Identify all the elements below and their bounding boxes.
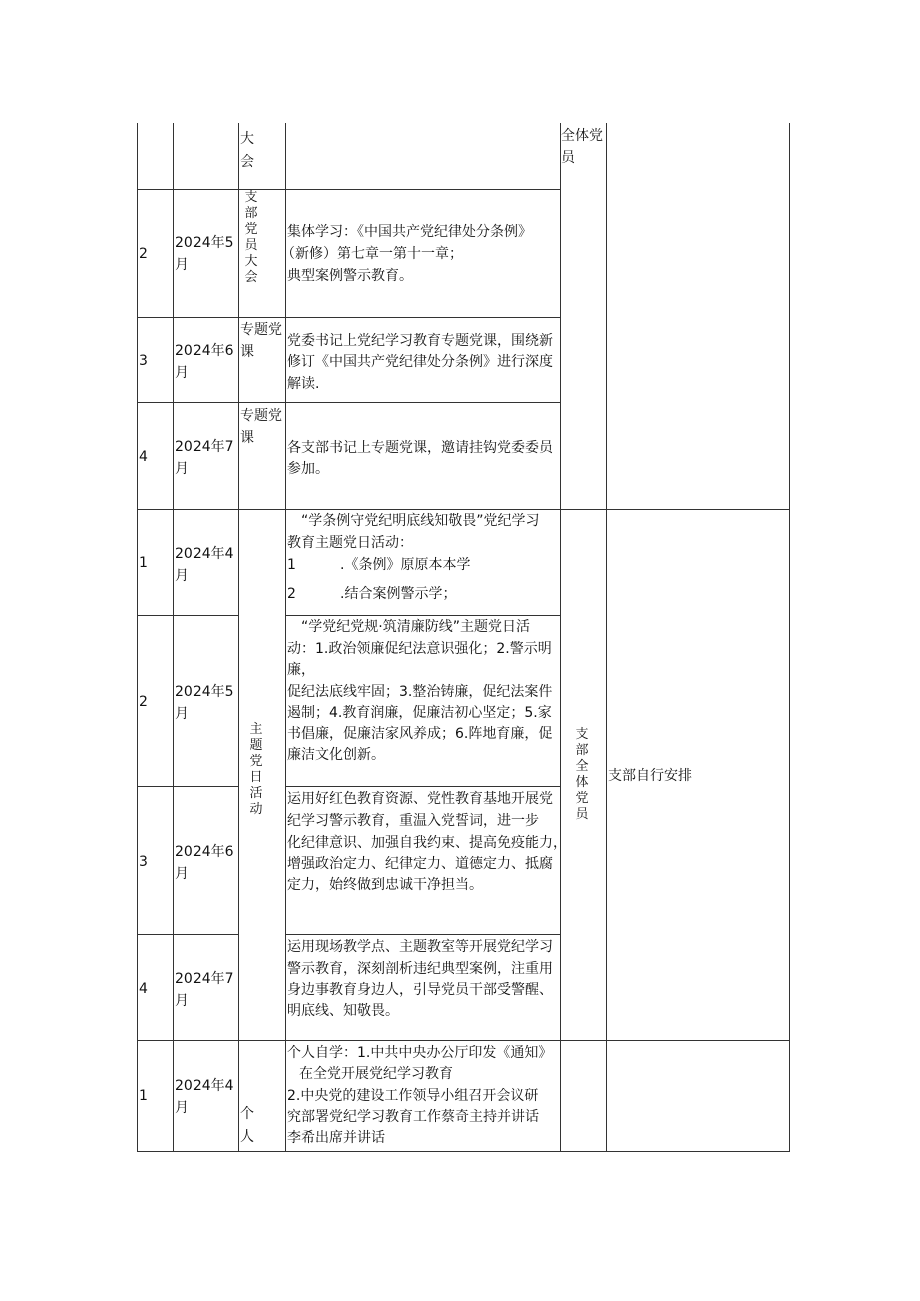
- row-index: 1: [139, 555, 148, 571]
- content-line: （新修）第七章一第十一章；: [281, 246, 463, 262]
- content-line: “学条例守党纪明底线知敬畏”党纪学习: [301, 513, 540, 529]
- row-index: 2: [139, 246, 148, 262]
- content-line: 身边事教育身边人，引导党员干部受警醒、: [287, 982, 553, 998]
- participants-branch-vertical: 支 部 全 体 党 员: [575, 727, 589, 822]
- content-line: 化纪律意识、加强自我约束、提高免疫能力，: [287, 835, 567, 851]
- content-line: .结合案例警示学；: [340, 586, 457, 602]
- content-line: 明底线、知敬畏。: [287, 1003, 399, 1019]
- activity-type-line: 专题党: [240, 322, 282, 338]
- row-date: 2024年6月: [175, 844, 234, 882]
- row-date: 2024年4月: [175, 546, 234, 584]
- column-divider-content: [285, 123, 286, 1152]
- content-line: “学党纪党规·筑清廉防线”主题党日活: [301, 619, 530, 635]
- table-border-right: [789, 123, 790, 1152]
- table-border-bottom: [137, 1151, 789, 1152]
- column-divider-organizer: [606, 123, 607, 1152]
- content-line: 运用好红色教育资源、党性教育基地开展党: [287, 791, 553, 807]
- content-line: 增强政治定力、纪律定力、道德定力、抵腐: [287, 856, 553, 872]
- content-line: 运用现场教学点、主题教室等开展党纪学习: [287, 939, 553, 955]
- row-divider: [137, 786, 238, 787]
- organizer-text: 支部自行安排: [608, 768, 692, 784]
- row-index: 3: [139, 854, 148, 870]
- activity-type-line: 专题党: [240, 408, 282, 424]
- row-date: 2024年7月: [175, 971, 234, 1009]
- content-line: 定力，始终做到忠诚干净担当。: [287, 877, 483, 893]
- row-date: 2024年7月: [175, 439, 234, 477]
- content-line: 修订《中国共产党纪律处分条例》进行深度: [287, 354, 553, 370]
- row-divider: [285, 934, 560, 935]
- row-divider: [137, 615, 238, 616]
- activity-type-line: 课: [240, 430, 254, 446]
- section-divider: [137, 509, 789, 510]
- row-divider: [285, 786, 560, 787]
- table-border-left: [137, 123, 138, 1152]
- content-line: 究部署党纪学习教育工作蔡奇主持并讲话: [287, 1109, 539, 1125]
- row-date: 2024年5月: [175, 684, 234, 722]
- content-line: 教育主题党日活动：: [287, 535, 413, 551]
- row-index: 3: [139, 353, 148, 369]
- column-divider-participants: [560, 123, 561, 1152]
- row-date: 2024年5月: [175, 235, 234, 273]
- content-line: 集体学习：《中国共产党纪律处分条例》: [287, 224, 532, 240]
- row-index: 1: [139, 1088, 148, 1104]
- content-line: 参加。: [287, 461, 329, 477]
- content-line: 廉洁文化创新。: [287, 747, 385, 763]
- content-line: 遏制；4.教育润廉，促廉洁初心坚定；5.家: [287, 705, 552, 721]
- content-line: 1: [287, 557, 296, 573]
- activity-type-line: 课: [240, 344, 254, 360]
- row-date: 2024年4月: [175, 1078, 234, 1116]
- participants-all: 全体党员: [561, 128, 603, 166]
- content-line: 促纪法底线牢固；3.整治铸廉，促纪法案件: [287, 684, 553, 700]
- activity-type-vertical: 支 部 党 员 大 会: [244, 190, 258, 285]
- row-date: 2024年6月: [175, 343, 234, 381]
- activity-type-line: 会: [240, 154, 254, 170]
- content-line: 在全党开展党纪学习教育: [299, 1066, 453, 1082]
- content-line: 书倡廉，促廉洁家风养成；6.阵地育廉，促: [287, 726, 553, 742]
- activity-type-line: 个: [240, 1106, 254, 1122]
- content-line: 纪学习警示教育，重温入党誓词，进一步: [287, 813, 539, 829]
- column-divider-type: [238, 123, 239, 1152]
- content-line: 典型案例警示教育。: [287, 268, 413, 284]
- content-line: 个人自学：1.中共中央办公厅印发《通知》: [287, 1045, 553, 1061]
- row-divider: [137, 189, 560, 190]
- content-line: 廉，: [287, 662, 315, 678]
- activity-type-vertical: 主 题 党 日 活 动: [249, 722, 263, 817]
- content-line: 2: [287, 586, 296, 602]
- row-index: 4: [139, 981, 148, 997]
- row-divider: [137, 934, 238, 935]
- row-index: 4: [139, 449, 148, 465]
- content-line: 动：1.政治领廉促纪法意识强化；2.警示明: [287, 641, 552, 657]
- column-divider-date: [173, 123, 174, 1152]
- content-line: .《条例》原原本本学: [340, 557, 471, 573]
- content-line: 2.中央党的建设工作领导小组召开会议研: [287, 1088, 539, 1104]
- row-index: 2: [139, 694, 148, 710]
- content-line: 解读.: [287, 376, 320, 392]
- row-divider: [137, 317, 560, 318]
- activity-type-line: 大: [240, 131, 254, 147]
- row-divider: [285, 615, 560, 616]
- content-line: 党委书记上党纪学习教育专题党课，围绕新: [287, 333, 553, 349]
- content-line: 各支部书记上专题党课，邀请挂钩党委委员: [287, 440, 553, 456]
- section-divider: [137, 1040, 789, 1041]
- content-line: 李希出席并讲话: [287, 1130, 385, 1146]
- content-line: 警示教育，深刻剖析违纪典型案例，注重用: [287, 961, 553, 977]
- row-divider: [137, 402, 560, 403]
- activity-type-line: 人: [240, 1129, 254, 1145]
